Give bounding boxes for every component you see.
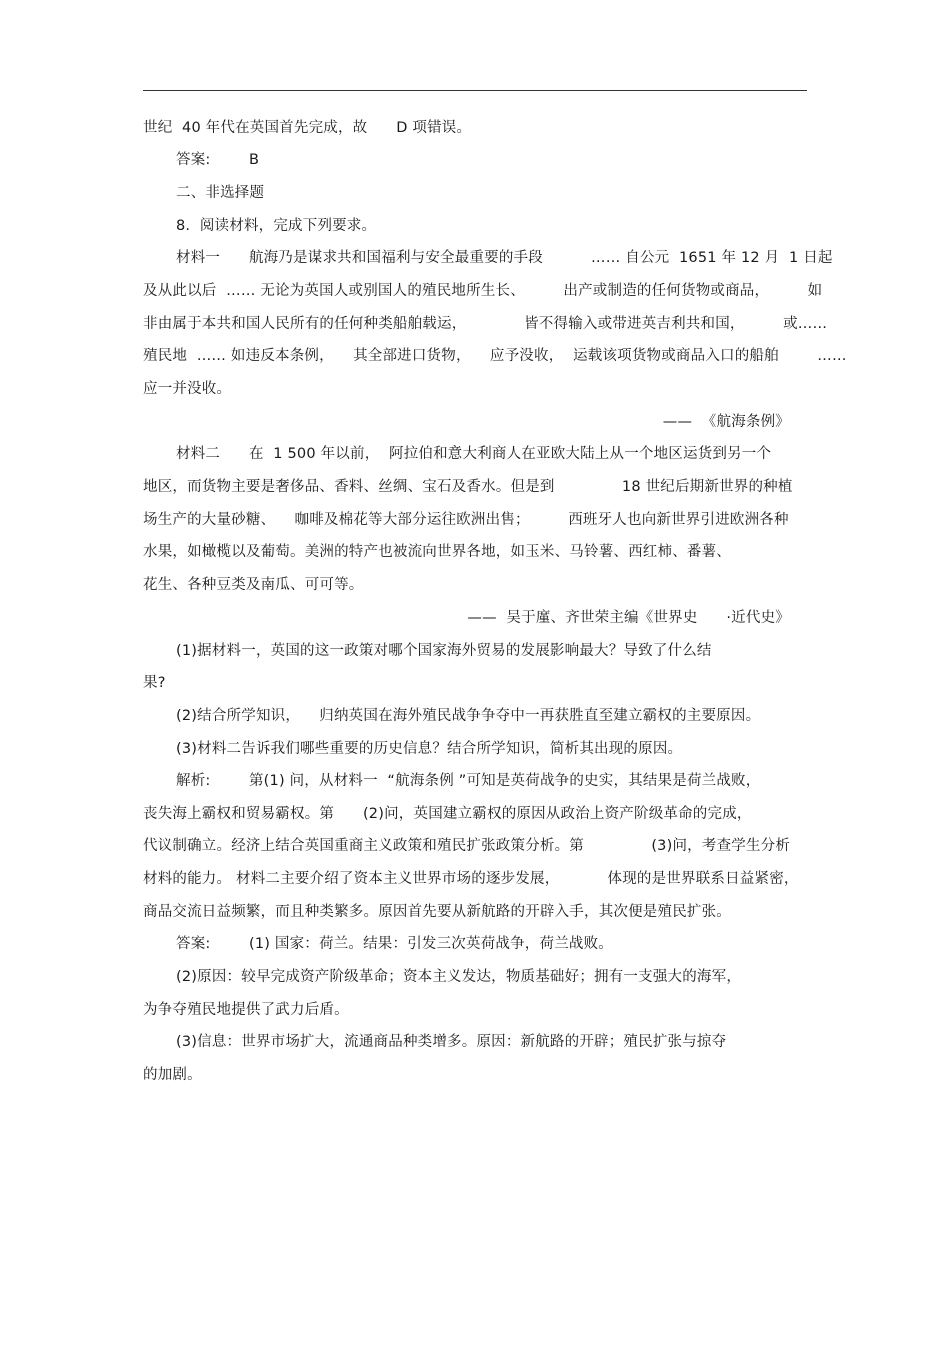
material-one-line: 材料一 航海乃是谋求共和国福利与安全最重要的手段 …… 自公元 1651 年 12 月 1 日起 xyxy=(176,250,833,266)
analysis-line: 代议制确立。经济上结合英国重商主义政策和殖民扩张政策分析。第 (3)问，考查学生分析 xyxy=(143,838,791,854)
text-line: 世纪 40 年代在英国首先完成，故 D 项错误。 xyxy=(143,120,472,136)
material-two-line: 水果，如橄榄以及葡萄。美洲的特产也被流向世界各地，如玉米、马铃薯、西红柿、番薯、 xyxy=(143,544,731,560)
material-two-line: 花生、各种豆类及南瓜、可可等。 xyxy=(143,577,364,593)
question-heading: 8. 阅读材料，完成下列要求。 xyxy=(176,218,377,234)
material-one-line: 非由属于本共和国人民所有的任何种类船舶载运， 皆不得输入或带进英吉利共和国， 或…… xyxy=(143,316,828,332)
material-two-line: 地区，而货物主要是奢侈品、香料、丝绸、宝石及香水。但是到 18 世纪后期新世界的种植 xyxy=(143,479,793,495)
material-two-line: 场生产的大量砂糖、 咖啡及棉花等大部分运往欧洲出售； 西班牙人也向新世界引进欧洲各种 xyxy=(143,512,789,528)
section-heading: 二、非选择题 xyxy=(176,185,265,201)
answer-line: (2)原因：较早完成资产阶级革命；资本主义发达，物质基础好；拥有一支强大的海军， xyxy=(176,969,742,985)
analysis-line: 丧失海上霸权和贸易霸权。第 (2)问，英国建立霸权的原因从政治上资产阶级革命的完成， xyxy=(143,806,752,822)
material-one-line: 殖民地 …… 如违反本条例， 其全部进口货物， 应予没收， 运载该项货物或商品入口的船舶 …… xyxy=(143,348,847,364)
header-rule xyxy=(143,90,807,91)
answer-line: 答案: B xyxy=(176,152,260,168)
material-two-source: —— 吴于廑、齐世荣主编《世界史 ·近代史》 xyxy=(467,610,790,626)
analysis-line: 商品交流日益频繁，而且种类繁多。原因首先要从新航路的开辟入手，其次便是殖民扩张。 xyxy=(143,904,731,920)
material-two-line: 材料二 在 1 500 年以前， 阿拉伯和意大利商人在亚欧大陆上从一个地区运货到另一个 xyxy=(176,446,772,462)
material-one-line: 应一并没收。 xyxy=(143,381,232,397)
answer-line: 为争夺殖民地提供了武力后盾。 xyxy=(143,1002,349,1018)
question-line: 果? xyxy=(143,675,166,691)
answer-line: 的加剧。 xyxy=(143,1067,202,1083)
material-one-source: —— 《航海条例》 xyxy=(662,414,790,430)
material-one-line: 及从此以后 …… 无论为英国人或别国人的殖民地所生长、 出产或制造的任何货物或商品， 如 xyxy=(143,283,823,299)
question-line: (2)结合所学知识， 归纳英国在海外殖民战争争夺中一再获胜直至建立霸权的主要原因。 xyxy=(176,708,761,724)
question-line: (3)材料二告诉我们哪些重要的历史信息？结合所学知识，简析其出现的原因。 xyxy=(176,741,683,757)
question-line: (1)据材料一，英国的这一政策对哪个国家海外贸易的发展影响最大？导致了什么结 xyxy=(176,643,712,659)
analysis-line: 解析: 第(1) 问，从材料一 “航海条例 ”可知是英荷战争的史实，其结果是荷兰战败， xyxy=(176,773,761,789)
answer-line: (3)信息：世界市场扩大，流通商品种类增多。原因：新航路的开辟；殖民扩张与掠夺 xyxy=(176,1034,727,1050)
answer-line: 答案: (1) 国家：荷兰。结果：引发三次英荷战争，荷兰战败。 xyxy=(176,936,614,952)
analysis-line: 材料的能力。 材料二主要介绍了资本主义世界市场的逐步发展， 体现的是世界联系日益紧密， xyxy=(143,871,799,887)
